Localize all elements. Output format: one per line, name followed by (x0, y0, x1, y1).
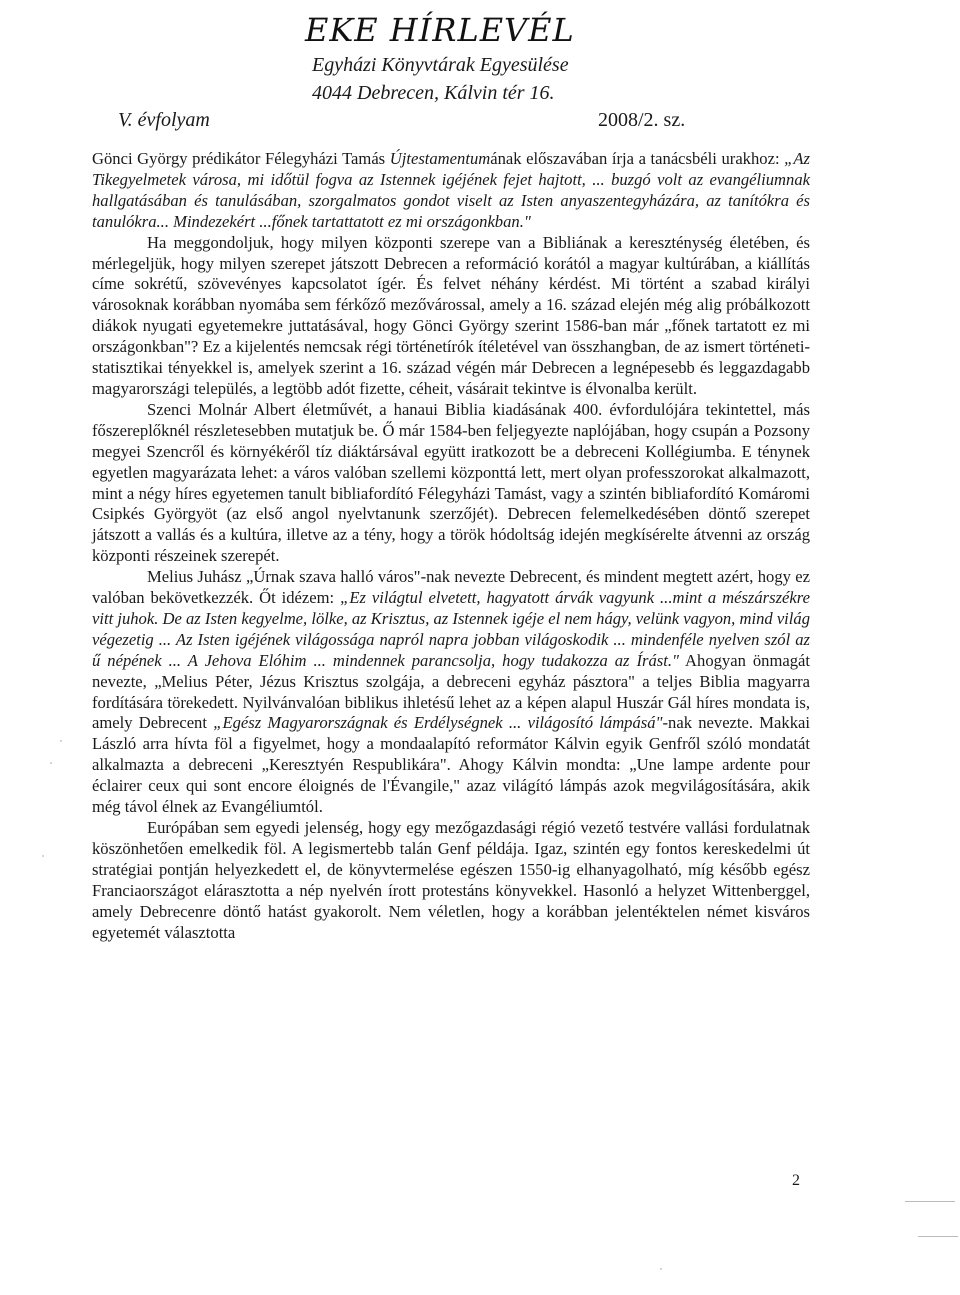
scan-speck (42, 855, 44, 857)
scan-speck (660, 1268, 662, 1270)
text-run: Melius Juhász „Úrnak szava halló város"-nak nevezte Debrecent, és mindent megtett azért, hogy ez valóban bekövetkezzék. Őt idézem: (92, 567, 810, 608)
text-run: Európában sem egyedi jelenség, hogy egy mezőgazdasági régió vezető testvére vallási fordulatnak köszönhetően emelkedik föl. A legismertebb talán Genf példája. Igaz, szintén egy fontos kereskedelmi út stratégiai pontján helyezkedett el, de könyvtermelése egészen 1550-ig elhanyagolható, míg később egész Franciaországot elárasztotta a nép nyelvén írott protestáns könyvekkel. Hasonló a helyzet Wittenberggel, amely Debrecenre döntő hatást gyakorolt. Nem véletlen, hogy a korábban jelentéktelen német kisváros egyetemét választotta (92, 818, 810, 942)
publisher-address: 4044 Debrecen, Kálvin tér 16. (312, 82, 555, 104)
scan-speck (50, 762, 52, 764)
article-body (92, 149, 810, 943)
text-run: -nak nevezte. Makkai László arra hívta föl a figyelmet, hogy a mondaalapító reformátor Kálvin egyik Genfről szóló mondatát alkalmazta a debreceni „Keresztyén Respublikára". Ahogy Kálvin mondta: „Une lampe ardente pour éclairer ceux qui sont encore éloignés de l'Évangile," azaz világító lámpás azok megvilágosítására, akik még távol élnek az Evangéliumtól. (92, 713, 810, 817)
volume-label: V. évfolyam (118, 109, 210, 131)
margin-line (905, 1201, 955, 1202)
article-paragraph (92, 567, 810, 818)
text-run: Gönci György prédikátor Félegyházi Tamás (92, 149, 390, 168)
publisher-name: Egyházi Könyvtárak Egyesülése (312, 54, 569, 76)
margin-line (918, 1236, 958, 1237)
article-paragraph (92, 233, 810, 400)
italic-text: „Ez világtul elvetett, hagyatott árvák vagyunk ...mint a mészárszékre vitt juhok. De az Isten kegyelme, lölke, az Krisztus, az Istennek igéje el nem hágy, velünk vagyon, mind világ végezetig ... Az Isten igéjének világossága napról napra jobban világoskodik ... mindenféle nyelven szól az ű népének ... A Jehova Elóhim ... mindennek parancsolja, hogy tudakozza az Írást." (92, 588, 810, 670)
text-run: Ahogyan önmagát nevezte, „Melius Péter, Jézus Krisztus szolgája, a debreceni egyház pásztora" a teljes Biblia magyarra fordítására törekedett. Nyilvánvalóan biblikus ihletésű lehet az a képen alapul Huszár Gál híres mondata is, amely Debrecent (92, 650, 810, 733)
article-paragraph (92, 149, 810, 233)
scan-speck (60, 740, 62, 742)
italic-text: „Egész Magyarországnak és Erdélységnek ... világosító lámpásá" (213, 713, 663, 733)
text-run: Ha meggondoljuk, hogy milyen központi szerepe van a Bibliának a kereszténység életében, és mérlegeljük, hogy milyen szerepet játszott Debrecen a reformáció korától a magyar kultúrában, a kiállítás címe sokrétű, szövevényes kapcsolatot ígér. És felvet néhány kérdést. Mi történt a szabad királyi városoknak korábban nyomába sem férkőző mezővárossal, amely a 16. század elején még alig próbálkozott diákok nyugati egyetemekre juttatásával, hogy Gönci György szerint 1586-ban már „főnek tartatott ez mi országonkban"? Ez a kijelentés nemcsak régi történetírók ítéletével van összhangban, de az ismert történeti-statisztikai tényekkel is, amelyek szerint a 16. század végén már Debrecen a legnépesebb és leggazdagabb magyarországi település, a legtöbb adót fizette, céheit, vásárait tekintve is élvonalba került. (92, 232, 810, 398)
article-paragraph (92, 818, 810, 943)
page-number: 2 (792, 1172, 800, 1189)
text-run: Szenci Molnár Albert életművét, a hanaui Biblia kiadásának 400. évfordulójára tekintettel, más főszereplőknél részletesebben mutatjuk be. Ő már 1584-ben feljegyezte naplójában, hogy csupán a Pozsony megyei Szencről és környékéről tíz diáktársával együtt iratkozott be a debreceni Kollégiumba. E ténynek egyetlen magyarázata lehet: a város valóban szellemi központtá lett, mert olyan professzorokat alkalmazott, mint a négy híres egyetemen tanult bibliafordító Félegyházi Tamást, vagy a szintén bibliafordító Komáromi Csipkés Györgyöt (az első angol nyelvtanunk szerzőjét). Debrecen felemelkedésében döntő szerepet játszott a vallás és a kultúra, illetve az a tény, hogy a török hódoltság idején megkísérelte átvenni az ország központi részeinek szerepét. (92, 399, 810, 566)
text-run: ának előszavában írja a tanácsbéli urakhoz: (490, 149, 785, 168)
italic-text: „Az Tikegyelmetek városa, mi időtül fogva az Istennek igéjének fejet hajtott, ... buzgó volt az evangéliumnak hallgatásában és tanulásában, szorgalmatos gondot viselt az Isten anyaszentegyházára, az tanítókra és tanulókra... Mindezekért ...főnek tartattatott ez mi országonkban." (92, 149, 810, 231)
newsletter-title: EKE HÍRLEVÉL (305, 11, 575, 49)
issue-label: 2008/2. sz. (598, 109, 686, 131)
italic-text: Újtestamentum (389, 149, 491, 168)
article-paragraph (92, 400, 810, 567)
